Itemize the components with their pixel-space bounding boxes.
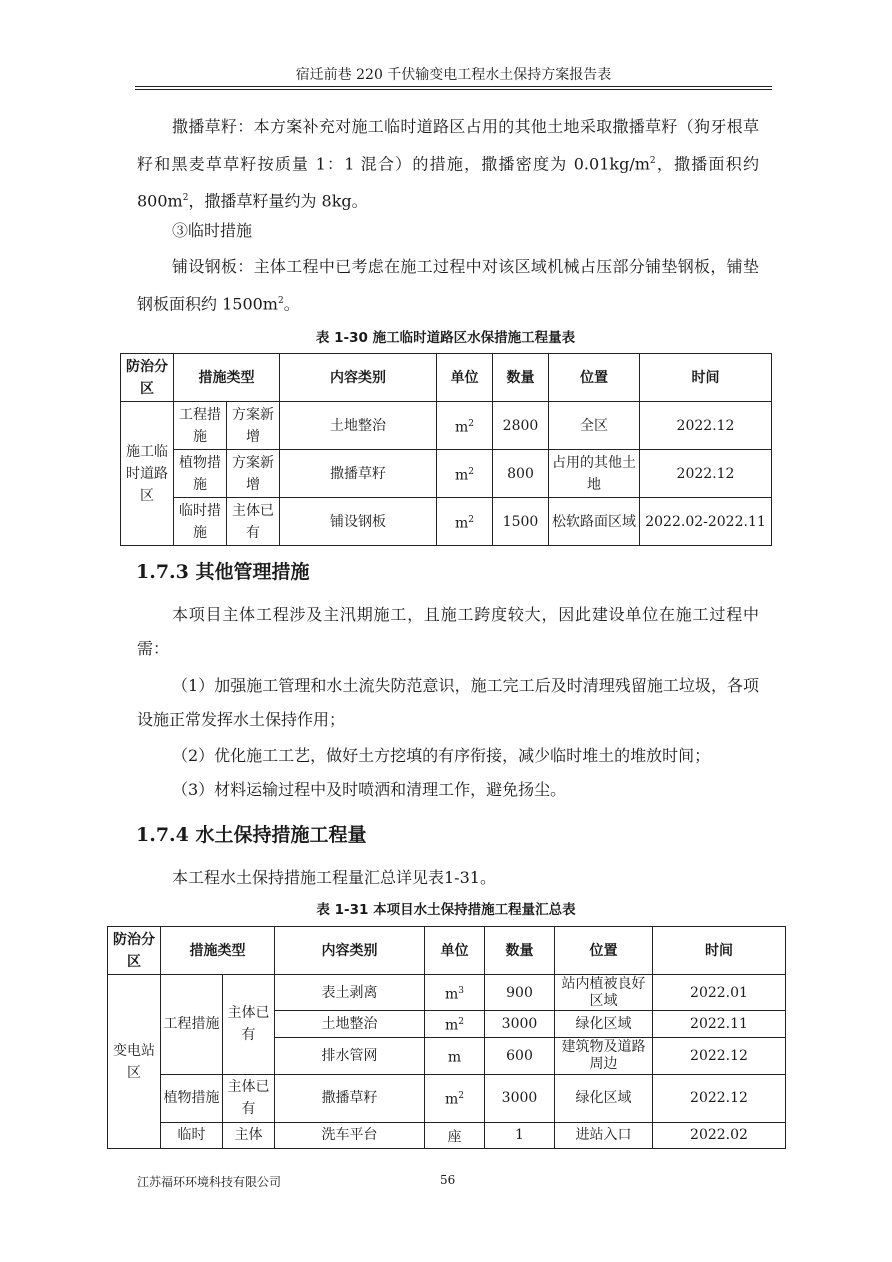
content-cell: 土地整治	[275, 1011, 425, 1038]
time-cell: 2022.12	[653, 1074, 786, 1122]
page-header: 宿迁前巷 220 千伏输变电工程水土保持方案报告表	[295, 67, 612, 83]
header-qty: 数量	[485, 927, 555, 975]
type2-cell: 方案新增	[227, 402, 280, 450]
content-cell: 排水管网	[275, 1037, 425, 1074]
time-cell: 2022.12	[640, 450, 772, 498]
location-cell: 绿化区域	[555, 1074, 653, 1122]
location-cell: 站内植被良好区域	[555, 975, 653, 1011]
paragraph-management-intro: 本项目主体工程涉及主汛期施工，且施工跨度较大，因此建设单位在施工过程中需：	[137, 605, 759, 658]
paragraph-summary-ref: 本工程水土保持措施工程量汇总详见表1-31。	[172, 868, 496, 887]
type1-cell: 临时	[161, 1122, 223, 1149]
type1-cell: 工程措施	[161, 975, 223, 1075]
time-cell: 2022.12	[640, 402, 772, 450]
qty-cell: 3000	[485, 1074, 555, 1122]
type2-cell: 主体已有	[223, 1074, 275, 1122]
type2-cell: 主体已有	[227, 498, 280, 546]
table-row	[108, 1074, 786, 1122]
header-rule	[135, 86, 772, 87]
table-row	[121, 450, 772, 498]
type2-cell: 方案新增	[227, 450, 280, 498]
zone-cell: 变电站区	[108, 975, 161, 1149]
unit-cell: $m^3$	[425, 975, 485, 1011]
location-cell: 绿化区域	[555, 1011, 653, 1038]
table-31-caption: 表 1-31 本项目水土保持措施工程量汇总表	[316, 902, 576, 918]
unit-cell: $m^2$	[437, 450, 493, 498]
header-time: 时间	[640, 354, 772, 402]
time-cell: 2022.01	[653, 975, 786, 1011]
location-cell: 进站入口	[555, 1122, 653, 1149]
type1-cell: 临时措施	[174, 498, 227, 546]
content-cell: 铺设钢板	[280, 498, 437, 546]
type2-cell: 主体已有	[223, 975, 275, 1075]
qty-cell: 900	[485, 975, 555, 1011]
qty-cell: 1	[485, 1122, 555, 1149]
qty-cell: 2800	[493, 402, 549, 450]
unit-cell: $m^2$	[437, 402, 493, 450]
section-heading-1-7-4: 1.7.4 水土保持措施工程量	[136, 824, 367, 846]
header-zone: 防治分区	[121, 354, 174, 402]
header-content: 内容类别	[275, 927, 425, 975]
unit-cell: $m^2$	[425, 1011, 485, 1038]
paragraph-steel-plate: 铺设钢板：主体工程中已考虑在施工过程中对该区域机械占压部分铺垫钢板，铺垫钢板面积约 $1500m^2$。	[137, 257, 759, 314]
table-header-row	[121, 354, 772, 402]
table-row	[121, 498, 772, 546]
header-unit: 单位	[437, 354, 493, 402]
time-cell: 2022.12	[653, 1037, 786, 1074]
type1-cell: 植物措施	[161, 1074, 223, 1122]
zone-cell: 施工临时道路区	[121, 402, 174, 546]
time-cell: 2022.11	[653, 1011, 786, 1038]
location-cell: 松软路面区域	[549, 498, 640, 546]
table-30	[120, 353, 772, 546]
content-cell: 表土剥离	[275, 975, 425, 1011]
time-cell: 2022.02	[653, 1122, 786, 1149]
header-rule-thin	[135, 89, 772, 90]
qty-cell: 1500	[493, 498, 549, 546]
paragraph-measure-3: （3）材料运输过程中及时喷洒和清理工作，避免扬尘。	[172, 780, 567, 799]
section-heading-1-7-3: 1.7.3 其他管理措施	[136, 561, 310, 583]
table-31	[107, 926, 786, 1149]
qty-cell: 800	[493, 450, 549, 498]
header-location: 位置	[549, 354, 640, 402]
location-cell: 占用的其他土地	[549, 450, 640, 498]
header-qty: 数量	[493, 354, 549, 402]
header-type: 措施类型	[161, 927, 275, 975]
header-unit: 单位	[425, 927, 485, 975]
location-cell: 建筑物及道路周边	[555, 1037, 653, 1074]
qty-cell: 3000	[485, 1011, 555, 1038]
content-cell: 撒播草籽	[275, 1074, 425, 1122]
header-type: 措施类型	[174, 354, 280, 402]
type2-cell: 主体	[223, 1122, 275, 1149]
header-time: 时间	[653, 927, 786, 975]
table-30-caption: 表 1-30 施工临时道路区水保措施工程量表	[315, 330, 576, 346]
content-cell: 土地整治	[280, 402, 437, 450]
table-row	[121, 402, 772, 450]
content-cell: 撒播草籽	[280, 450, 437, 498]
type1-cell: 工程措施	[174, 402, 227, 450]
time-cell: 2022.02-2022.11	[640, 498, 772, 546]
paragraph-sowing: 撒播草籽：本方案补充对施工临时道路区占用的其他土地采取撒播草籽（狗牙根草籽和黑麦草草籽按质量 1：1 混合）的措施，撒播密度为 $0.01kg/m^2$，撒播面积约 $800m^2$，撒播草籽量约为 8kg。	[137, 117, 759, 211]
paragraph-measure-1: （1）加强施工管理和水土流失防范意识，施工完工后及时清理残留施工垃圾，各项设施正常发挥水土保持作用；	[137, 676, 759, 729]
paragraph-measure-2: （2）优化施工工艺，做好土方挖填的有序衔接，减少临时堆土的堆放时间；	[172, 746, 711, 765]
paragraph-temporary-title: ③临时措施	[172, 221, 253, 240]
footer-company: 江苏福环环境科技有限公司	[137, 1175, 282, 1189]
table-row	[108, 1122, 786, 1149]
unit-cell: $m^2$	[437, 498, 493, 546]
header-content: 内容类别	[280, 354, 437, 402]
unit-cell: m	[425, 1037, 485, 1074]
qty-cell: 600	[485, 1037, 555, 1074]
unit-cell: $m^2$	[425, 1074, 485, 1122]
content-cell: 洗车平台	[275, 1122, 425, 1149]
table-row	[108, 975, 786, 1011]
type1-cell: 植物措施	[174, 450, 227, 498]
unit-cell: 座	[425, 1122, 485, 1149]
location-cell: 全区	[549, 402, 640, 450]
header-location: 位置	[555, 927, 653, 975]
header-zone: 防治分区	[108, 927, 161, 975]
page-number: 56	[440, 1173, 456, 1187]
table-header-row	[108, 927, 786, 975]
